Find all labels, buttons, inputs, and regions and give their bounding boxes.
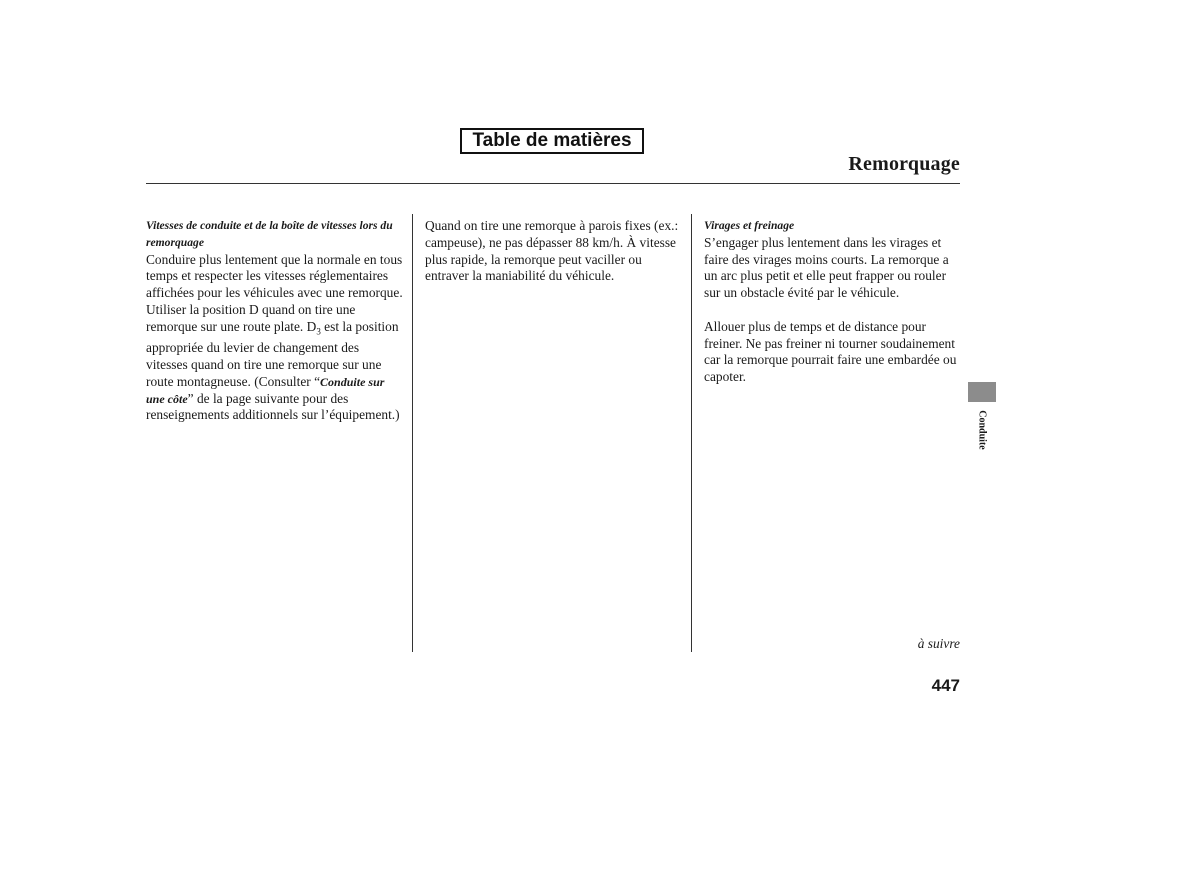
col2-paragraph: Quand on tire une remorque à parois fixes (ex.: campeuse), ne pas dépasser 88 km/h. À vitesse plus rapide, la remorque peut vaciller ou entraver la maniabilité du véhicule.: [425, 218, 679, 284]
chapter-tab-marker: [968, 382, 996, 402]
column-2: [425, 218, 683, 285]
col1-gear-subscript: 3: [316, 326, 321, 337]
column-divider-1: [412, 214, 413, 652]
column-3: [704, 218, 960, 386]
col1-paragraph: [146, 252, 404, 425]
column-divider-2: [691, 214, 692, 652]
cross-reference-link[interactable]: Conduite sur une côte: [146, 374, 385, 406]
col3-subheading: Virages et freinage: [704, 219, 795, 232]
section-title: Remorquage: [848, 153, 960, 175]
col3-paragraph-2: Allouer plus de temps et de distance pour freiner. Ne pas freiner ni tourner soudainement car la remorque pourrait faire une embardée ou capoter.: [704, 318, 957, 385]
header-rule: [146, 183, 960, 184]
column-1: [146, 218, 404, 424]
chapter-tab-label: Conduite: [976, 410, 988, 450]
table-of-contents-button[interactable]: Table de matières: [460, 128, 644, 154]
col3-paragraph-1: S’engager plus lentement dans les virages et faire des virages moins courts. La remorque a un arc plus petit et elle peut frapper ou rouler sur un obstacle évité par le véhicule.: [704, 234, 949, 301]
page-number: 447: [931, 676, 960, 695]
col1-text-a: Conduire plus lentement que la normale en tous temps et respecter les vitesses réglementaires affichées pour les véhicules avec une remorque. Utiliser la position D quand on tire une remorque sur une route plate. D: [146, 251, 403, 334]
col1-text-b: est la position appropriée du levier de changement des vitesses quand on tire une remorque sur une route montagneuse. (Consulter “: [146, 318, 399, 389]
col1-subheading: Vitesses de conduite et de la boîte de vitesses lors du remorquage: [146, 219, 393, 249]
continued-note: à suivre: [917, 636, 960, 651]
col1-text-c: ” de la page suivante pour des renseignements additionnels sur l’équipement.): [146, 390, 400, 423]
